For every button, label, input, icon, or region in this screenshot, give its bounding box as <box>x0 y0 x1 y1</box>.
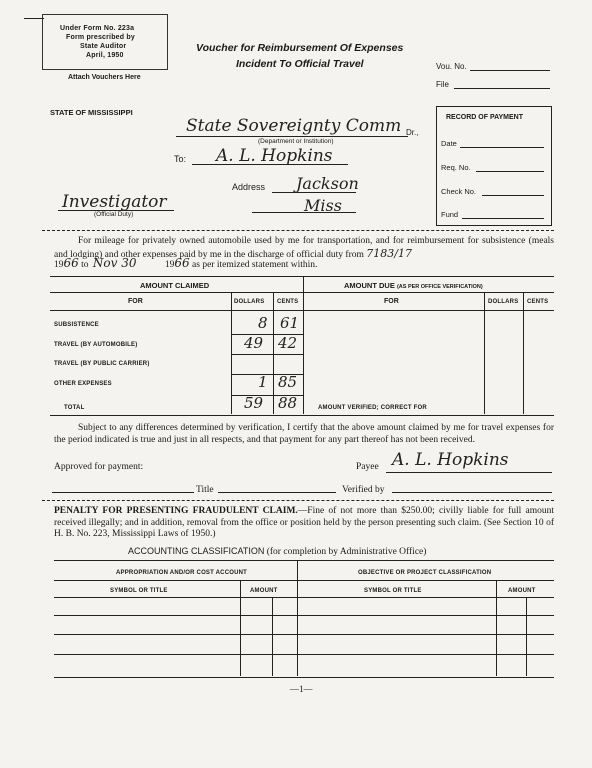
amount-due-note: (AS PER OFFICE VERIFICATION) <box>396 284 483 290</box>
accounting-note: (for completion by Administrative Office) <box>266 547 427 557</box>
address-handwritten-2: Miss <box>304 196 342 215</box>
due-for-header: FOR <box>384 298 399 305</box>
mileage-from-date: 7183/17 <box>366 246 412 260</box>
accounting-header-line <box>54 580 554 581</box>
record-req-label: Req. No. <box>441 163 471 172</box>
section-divider-1 <box>42 230 554 231</box>
vou-no-label: Vou. No. <box>436 62 467 71</box>
to-label: To: <box>174 154 187 164</box>
mileage-text: For mileage for privately owned automobile used by me for transportation, and for reimbursement for subsistence (meals and lodging) and other expenses paid by me in the discharge of official duty from <box>54 236 554 260</box>
payee-handwritten: A. L. Hopkins <box>392 450 509 470</box>
row-total-dollars: 59 <box>244 394 264 412</box>
department-caption: (Department or Institution) <box>258 138 334 145</box>
right-amount-header: AMOUNT <box>508 588 536 594</box>
mileage-line-2 <box>54 258 317 272</box>
table-subheader-line <box>50 310 554 311</box>
table-header-line <box>50 292 554 293</box>
accounting-table <box>54 560 554 678</box>
accounting-title: ACCOUNTING CLASSIFICATION <box>128 546 265 556</box>
mileage-suffix: as per itemized statement within. <box>192 260 318 270</box>
left-amount-header: AMOUNT <box>250 588 278 594</box>
year-2-prefix: 19 <box>164 260 175 270</box>
year-1-handwritten: 66 <box>63 256 79 270</box>
right-amount-col <box>496 580 497 676</box>
payee-line <box>386 472 552 473</box>
top-edge-line <box>24 18 44 19</box>
title-line <box>218 492 336 493</box>
accounting-title-row <box>128 546 426 559</box>
record-fund-label: Fund <box>441 210 459 219</box>
due-dollars-col <box>484 292 485 414</box>
right-amount-split <box>526 597 527 676</box>
row-other-label: OTHER EXPENSES <box>54 381 112 387</box>
voucher-title: Voucher for Reimbursement Of Expenses <box>196 42 404 54</box>
title-label: Title <box>196 485 214 495</box>
to-date-handwritten: Nov 30 <box>92 256 137 270</box>
address-line-2 <box>252 212 356 213</box>
row-total-cents: 88 <box>278 394 298 412</box>
row-total-label: TOTAL <box>64 405 85 411</box>
verified-by-label: Verified by <box>342 485 385 495</box>
amount-due-title: AMOUNT DUE <box>344 281 395 290</box>
to-word: to <box>81 260 89 270</box>
amount-verified-label: AMOUNT VERIFIED; CORRECT FOR <box>318 405 427 411</box>
form-box-line-3: State Auditor <box>80 43 127 50</box>
claimed-for-header: FOR <box>128 298 143 305</box>
to-line <box>192 164 348 165</box>
amount-claimed-header: AMOUNT CLAIMED <box>140 281 210 290</box>
due-cents-col <box>523 292 524 414</box>
dr-label: Dr., <box>406 128 419 137</box>
left-amount-split <box>272 597 273 676</box>
form-box-line-1: Under Form No. 223a <box>60 25 135 32</box>
accounting-subheader-line <box>54 597 554 598</box>
attach-vouchers-label: Attach Vouchers Here <box>68 74 141 81</box>
file-line <box>454 88 550 89</box>
row-subsistence-dollars: 8 <box>258 314 268 332</box>
form-box <box>42 14 168 70</box>
accounting-row-2 <box>54 634 554 635</box>
record-check-label: Check No. <box>441 187 477 196</box>
record-date-label: Date <box>441 139 457 148</box>
record-date-line <box>460 147 544 148</box>
table-mid-divider <box>303 276 304 414</box>
official-duty-caption: (Official Duty) <box>94 211 134 218</box>
claimed-dollars-header: DOLLARS <box>234 299 265 305</box>
vou-no-line <box>470 70 550 71</box>
row-travel-auto-cents: 42 <box>278 334 298 352</box>
due-dollars-header: DOLLARS <box>488 299 519 305</box>
left-symbol-header: SYMBOL OR TITLE <box>110 588 168 594</box>
row-other-dollars: 1 <box>258 373 268 391</box>
file-label: File <box>436 80 449 89</box>
official-duty-handwritten: Investigator <box>62 192 167 212</box>
record-fund-line <box>462 218 544 219</box>
record-req-line <box>476 171 544 172</box>
verified-by-line <box>392 492 552 493</box>
approver-line <box>52 492 194 493</box>
penalty-text: —Fine of not more than $250.00; civilly liable for full amount received illegally; and in addition, removal from the office or position held by the person presenting such claim. (See Section 10 of H. B. No. 223, Mississippi Laws of 1950.) <box>54 506 554 539</box>
claimed-cents-header: CENTS <box>277 299 299 305</box>
address-line-1 <box>272 192 356 193</box>
to-handwritten: A. L. Hopkins <box>216 146 333 166</box>
record-check-line <box>482 195 544 196</box>
row-travel-auto-label: TRAVEL (BY AUTOMOBILE) <box>54 342 138 348</box>
left-amount-col <box>240 580 241 676</box>
amount-due-header <box>344 281 483 290</box>
page-number: —1— <box>290 684 313 694</box>
payee-label: Payee <box>356 462 379 472</box>
department-line <box>176 136 408 137</box>
address-label: Address <box>232 182 266 192</box>
due-cents-header: CENTS <box>527 299 549 305</box>
approved-label: Approved for payment: <box>54 462 144 472</box>
section-divider-2 <box>42 500 554 501</box>
year-1-prefix: 19 <box>54 260 64 270</box>
row-travel-auto-dollars: 49 <box>244 334 264 352</box>
form-box-line-4: April, 1950 <box>86 52 124 59</box>
accounting-mid-divider <box>297 560 298 676</box>
certification-text: Subject to any differences determined by verification, I certify that the above amount claimed by me for travel expenses for the period indicated is true and just in all respects, and that payment for any part thereof has not been received. <box>54 423 554 445</box>
objective-header: OBJECTIVE OR PROJECT CLASSIFICATION <box>358 570 492 576</box>
address-handwritten-1: Jackson <box>296 174 359 193</box>
penalty-heading: PENALTY FOR PRESENTING FRAUDULENT CLAIM. <box>54 506 298 516</box>
form-box-line-2: Form prescribed by <box>66 34 135 41</box>
row-subsistence-label: SUBSISTENCE <box>54 322 99 328</box>
row-line-2 <box>231 354 303 355</box>
row-travel-public-label: TRAVEL (BY PUBLIC CARRIER) <box>54 361 150 367</box>
voucher-subtitle: Incident To Official Travel <box>236 58 364 70</box>
right-symbol-header: SYMBOL OR TITLE <box>364 588 422 594</box>
record-of-payment-title: RECORD OF PAYMENT <box>446 114 524 121</box>
accounting-row-1 <box>54 615 554 616</box>
appropriation-header: APPROPRIATION AND/OR COST ACCOUNT <box>116 570 248 576</box>
year-2-handwritten: 66 <box>174 256 190 270</box>
row-subsistence-cents: 61 <box>280 314 300 332</box>
department-handwritten: State Sovereignty Comm <box>186 116 402 136</box>
state-label: STATE OF MISSISSIPPI <box>50 108 133 117</box>
accounting-row-3 <box>54 654 554 655</box>
row-other-cents: 85 <box>278 373 298 391</box>
penalty-paragraph <box>54 506 554 541</box>
